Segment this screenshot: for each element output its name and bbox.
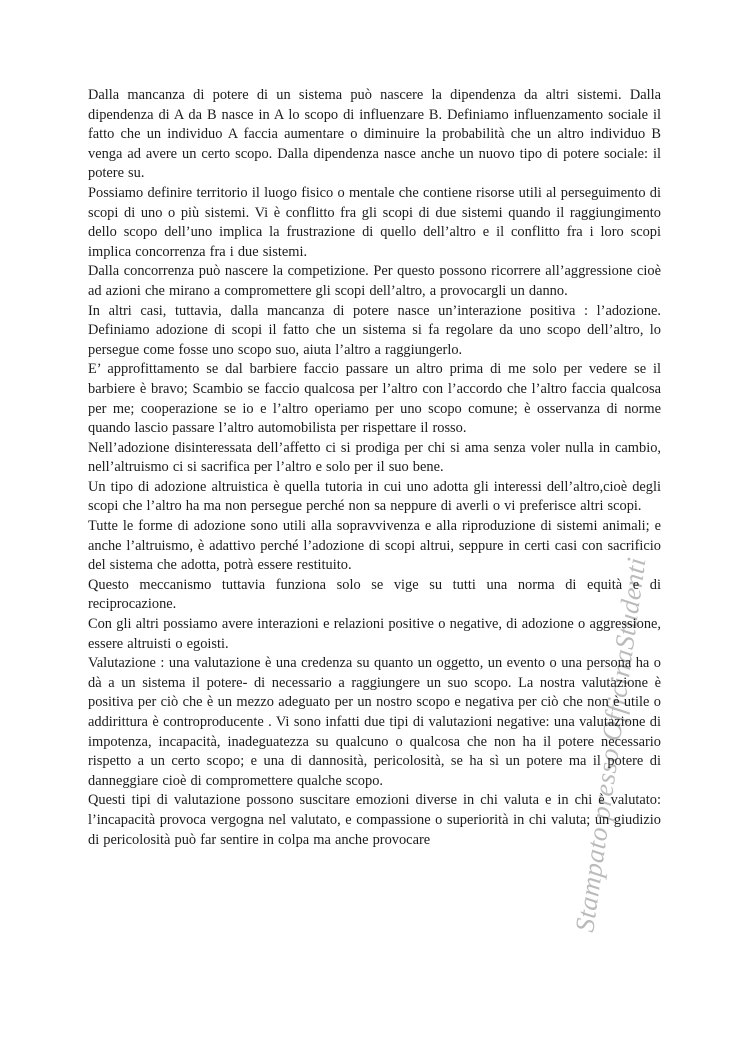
watermark-text: Stampato presso OfficinaStudenti xyxy=(569,555,652,934)
document-body xyxy=(88,86,661,850)
paragraph: E’ approfittamento se dal barbiere faccio passare un altro prima di me solo per vedere se il barbiere è bravo; Scambio se faccio qualcosa per l’altro con l’accordo che l’altro faccia qualcosa per me; cooperazione se io e l’altro operiamo per uno scopo comune; è osservanza di norme quando lascio passare l’altro automobilista per rispettare il rosso. xyxy=(88,361,661,437)
paragraph: Nell’adozione disinteressata dell’affetto ci si prodiga per chi si ama senza voler nulla in cambio, nell’altruismo ci si sacrifica per l’altro e solo per il suo bene. xyxy=(88,439,661,476)
paragraph: In altri casi, tuttavia, dalla mancanza di potere nasce un’interazione positiva : l’adozione. Definiamo adozione di scopi il fatto che un sistema si fa regolare da uno scopo dell’altro, lo persegue come fosse uno scopo suo, aiuta l’altro a raggiungerlo. xyxy=(88,302,661,358)
paragraph: Valutazione : una valutazione è una credenza su quanto un oggetto, un evento o una persona ha o dà a un sistema il potere- di necessario a raggiungere un suo scopo. La nostra valutazione è positiva per ciò che è un mezzo adeguato per un nostro scopo e negativa per ciò che non è utile o addirittura è controproducente . Vi sono infatti due tipi di valutazioni negative: una valutazione di impotenza, incapacità, inadeguatezza su qualcuno o qualcosa che non ha il potere necessario rispetto a un certo scopo; e una di dannosità, pericolosità, se ha sì un potere ma il potere di danneggiare cioè di compromettere qualche scopo. xyxy=(88,655,661,789)
paragraph: Questi tipi di valutazione possono suscitare emozioni diverse in chi valuta e in chi è valutato: l’incapacità provoca vergogna nel valutato, e compassione o superiorità in chi valuta; un giudizio di pericolosità può far sentire in colpa ma anche provocare xyxy=(88,792,661,848)
paragraph: Dalla concorrenza può nascere la competizione. Per questo possono ricorrere all’aggressione cioè ad azioni che mirano a compromettere gli scopi dell’altro, a provocargli un danno. xyxy=(88,263,661,299)
paragraph: Possiamo definire territorio il luogo fisico o mentale che contiene risorse utili al perseguimento di scopi di uno o più sistemi. Vi è conflitto fra gli scopi di due sistemi quando il raggiungimento dello scopo dell’uno implica la frustrazione di quello dell’altro e il conflitto fra i loro scopi implica concorrenza fra i due sistemi. xyxy=(88,184,661,260)
paragraph: Questo meccanismo tuttavia funziona solo se vige su tutti una norma di equità e di reciprocazione. xyxy=(88,576,661,613)
paragraph: Dalla mancanza di potere di un sistema può nascere la dipendenza da altri sistemi. Dalla dipendenza di A da B nasce in A lo scopo di influenzare B. Definiamo influenzamento sociale il fatto che un individuo A faccia aumentare o diminuire la probabilità che un altro individuo B venga ad avere un certo scopo. Dalla dipendenza nasce anche un nuovo tipo di potere sociale: il potere su. xyxy=(88,87,661,182)
paragraph: Tutte le forme di adozione sono utili alla sopravvivenza e alla riproduzione di sistemi animali; e anche l’altruismo, è adattivo perché l’adozione di scopi altrui, seppure in certi casi con sacrificio del sistema che adotta, potrà essere restituito. xyxy=(88,518,661,574)
paragraph: Con gli altri possiamo avere interazioni e relazioni positive o negative, di adozione o aggressione, essere altruisti o egoisti. xyxy=(88,616,661,652)
paragraph: Un tipo di adozione altruistica è quella tutoria in cui uno adotta gli interessi dell’altro,cioè degli scopi che l’altro ha ma non persegue perché non sa neppure di averli o vi preferisce altri scopi. xyxy=(88,478,661,515)
